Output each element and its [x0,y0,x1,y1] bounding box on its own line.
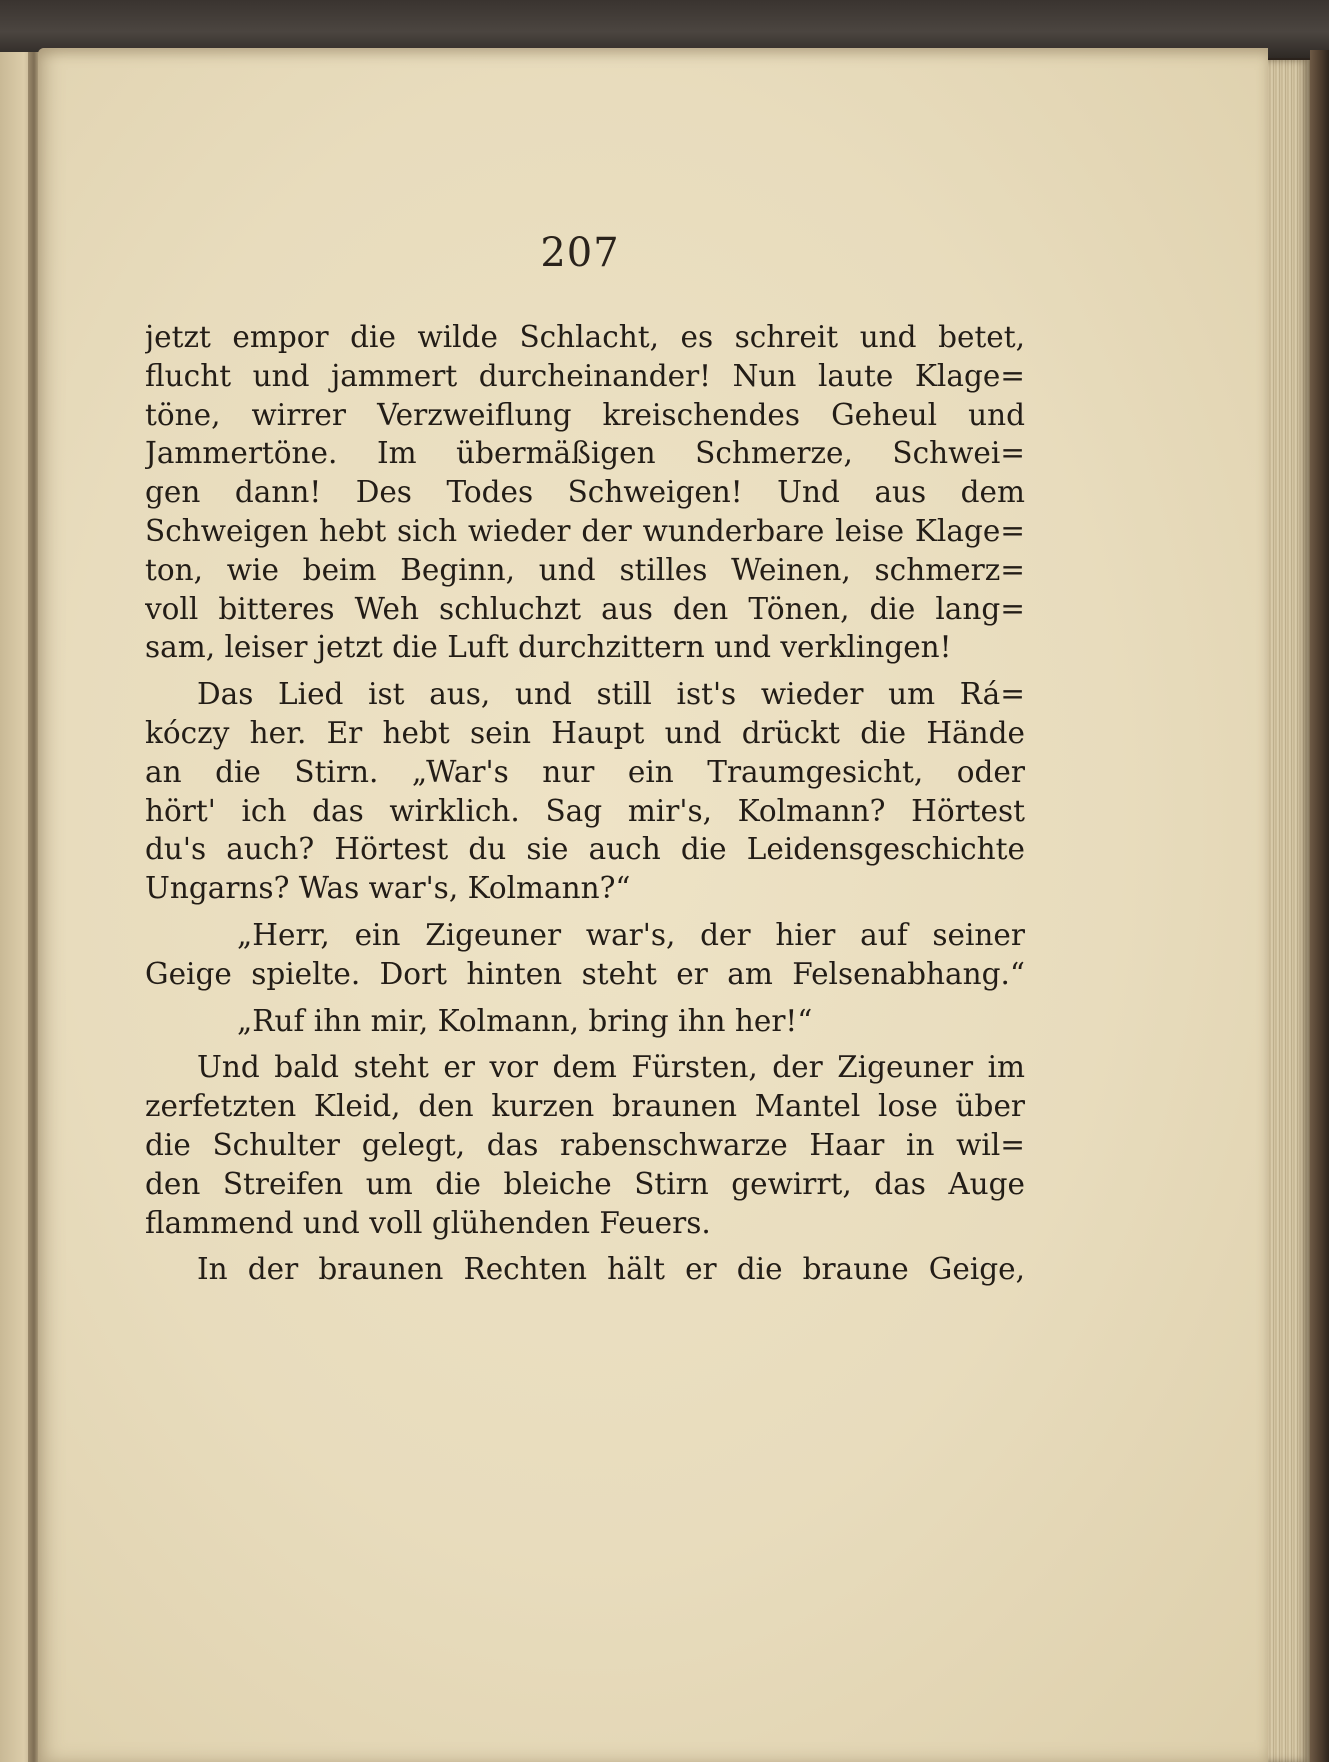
text-line: an die Stirn. „War's nur ein Traumgesicht, oder [145,754,1025,789]
text-line: „Ruf ihn mir, Kolmann, bring ihn her!“ [237,1003,813,1038]
text-line: Das Lied ist aus, und still ist's wieder um Rá= [197,677,1025,712]
text-line: Und bald steht er vor dem Fürsten, der Zigeuner im [197,1050,1025,1085]
paragraph [145,1048,1025,1242]
text-line: In der braunen Rechten hält er die braune Geige, [197,1252,1025,1287]
text-line: „Herr, ein Zigeuner war's, der hier auf seiner [237,917,1025,952]
text-line: den Streifen um die bleiche Stirn gewirrt, das Auge [145,1166,1025,1201]
text-line: hört' ich das wirklich. Sag mir's, Kolmann? Hörtest [145,793,1025,828]
text-line: Ungarns? Was war's, Kolmann?“ [145,871,631,906]
text-line: voll bitteres Weh schluchzt aus den Tönen, die lang= [145,591,1025,626]
text-line: töne, wirrer Verzweiflung kreischendes Geheul und [145,397,1025,432]
text-line: flucht und jammert durcheinander! Nun laute Klage= [145,358,1025,393]
page-number: 207 [540,230,620,276]
text-line: gen dann! Des Todes Schweigen! Und aus dem [145,475,1025,510]
body-text [145,318,1025,1289]
page-edges [1268,60,1310,1762]
paragraph [145,1002,1025,1041]
paragraph [145,675,1025,908]
text-line: zerfetzten Kleid, den kurzen braunen Mantel lose über [145,1089,1025,1124]
paragraph [145,318,1025,667]
text-line: kóczy her. Er hebt sein Haupt und drückt die Hände [145,715,1025,750]
paragraph [145,916,1025,994]
text-line: du's auch? Hörtest du sie auch die Leidensgeschichte [145,832,1025,867]
text-line: Jammertöne. Im übermäßigen Schmerze, Schwei= [145,436,1025,471]
text-line: die Schulter gelegt, das rabenschwarze Haar in wil= [145,1127,1025,1162]
text-line: Schweigen hebt sich wieder der wunderbare leise Klage= [145,513,1025,548]
text-line: Geige spielte. Dort hinten steht er am Felsenabhang.“ [145,956,1025,991]
text-line: flammend und voll glühenden Feuers. [145,1205,711,1240]
cover-edge [1310,50,1329,1762]
text-line: jetzt empor die wilde Schlacht, es schreit und betet, [145,320,1025,354]
text-line: ton, wie beim Beginn, und stilles Weinen, schmerz= [145,552,1025,587]
text-line: sam, leiser jetzt die Luft durchzittern und verklingen! [145,630,952,665]
paragraph [145,1250,1025,1289]
